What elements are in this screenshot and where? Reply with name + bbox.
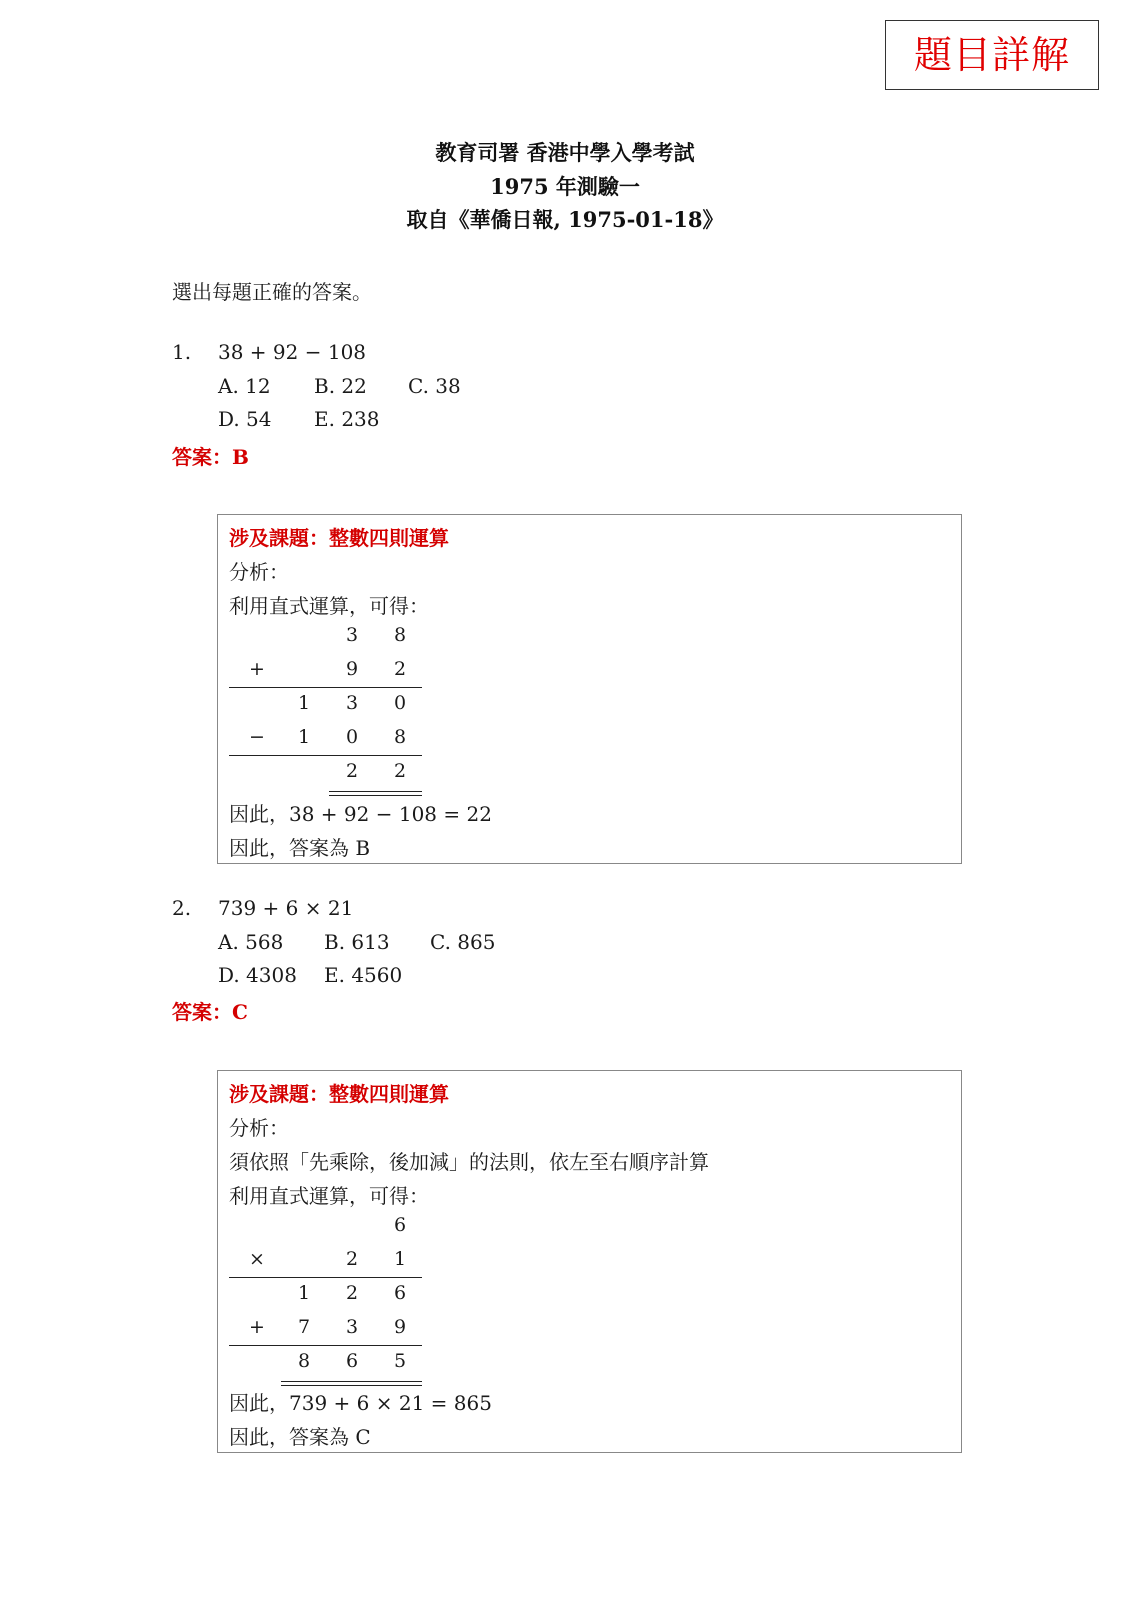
- analysis-label: 分析：: [229, 1116, 289, 1140]
- calc-cell: 5: [393, 1350, 407, 1372]
- method-text: 利用直式運算，可得：: [229, 1184, 429, 1208]
- option-c: C. 38: [408, 374, 461, 398]
- exam-source: 取自《華僑日報, 1975-01-18》: [406, 207, 724, 232]
- calc-cell: 2: [345, 1248, 359, 1270]
- solution-box-2: [217, 1070, 962, 1453]
- option-b: B. 613: [324, 930, 390, 954]
- answer-letter: B: [232, 445, 249, 469]
- calc-cell: 6: [345, 1350, 359, 1372]
- question-expression: 38 + 92 − 108: [218, 340, 367, 364]
- option-a: A. 568: [218, 930, 284, 954]
- calc-cell: 8: [393, 726, 407, 748]
- topic-label: 涉及課題：整數四則運算: [229, 1082, 449, 1106]
- answer-letter: C: [232, 1000, 248, 1024]
- exam-title: 教育司署 香港中學入學考試: [435, 140, 695, 165]
- document-header: [0, 136, 1130, 237]
- calc-cell: 3: [345, 692, 359, 714]
- analysis-label: 分析：: [229, 560, 289, 584]
- calc-cell: 9: [393, 1316, 407, 1338]
- calc-rule: [229, 1277, 422, 1278]
- answer-label: 答案：: [172, 445, 232, 469]
- answer-2: [172, 996, 248, 1025]
- calc-cell: 1: [297, 1282, 311, 1304]
- method-text: 利用直式運算，可得：: [229, 594, 429, 618]
- topic-label: 涉及課題：整數四則運算: [229, 526, 449, 550]
- answer-1: [172, 441, 249, 470]
- option-d: D. 54: [218, 407, 272, 431]
- calc-rule: [229, 687, 422, 688]
- calc-cell: 0: [345, 726, 359, 748]
- conclusion-answer: 因此，答案為 B: [229, 836, 371, 860]
- calc-cell: 8: [297, 1350, 311, 1372]
- conclusion-answer: 因此，答案為 C: [229, 1425, 371, 1449]
- calc-cell: −: [249, 726, 265, 748]
- question-expression: 739 + 6 × 21: [218, 896, 354, 920]
- question-number: 1.: [172, 340, 192, 364]
- calc-cell: 3: [345, 1316, 359, 1338]
- calc-cell: 1: [297, 726, 311, 748]
- calc-cell: 8: [393, 624, 407, 646]
- calc-rule: [229, 755, 422, 756]
- calc-cell: 1: [393, 1248, 407, 1270]
- instruction-text: 選出每題正確的答案。: [172, 280, 372, 304]
- calc-double-rule: [329, 791, 422, 796]
- calc-cell: 6: [393, 1214, 407, 1236]
- conclusion-equation: 因此，739 + 6 × 21 = 865: [229, 1391, 492, 1415]
- calc-cell: 2: [393, 658, 407, 680]
- calc-cell: 0: [393, 692, 407, 714]
- calc-rule: [229, 1345, 422, 1346]
- calc-cell: ×: [249, 1248, 265, 1270]
- conclusion-equation: 因此，38 + 92 − 108 = 22: [229, 802, 492, 826]
- option-d: D. 4308: [218, 963, 297, 987]
- calc-cell: 1: [297, 692, 311, 714]
- rule-text: 須依照「先乘除，後加減」的法則，依左至右順序計算: [229, 1150, 709, 1174]
- calc-cell: +: [249, 658, 265, 680]
- calc-cell: 2: [345, 760, 359, 782]
- exam-year: 1975 年測驗一: [490, 173, 640, 199]
- calc-cell: +: [249, 1316, 265, 1338]
- option-b: B. 22: [314, 374, 367, 398]
- solution-badge: 題目詳解: [885, 20, 1099, 90]
- option-e: E. 4560: [324, 963, 403, 987]
- calc-cell: 6: [393, 1282, 407, 1304]
- calc-cell: 7: [297, 1316, 311, 1338]
- calc-cell: 2: [345, 1282, 359, 1304]
- solution-box-1: [217, 514, 962, 864]
- question-number: 2.: [172, 896, 192, 920]
- option-e: E. 238: [314, 407, 380, 431]
- calc-cell: 9: [345, 658, 359, 680]
- answer-label: 答案：: [172, 1000, 232, 1024]
- option-c: C. 865: [430, 930, 496, 954]
- calc-double-rule: [281, 1381, 422, 1386]
- option-a: A. 12: [218, 374, 271, 398]
- calc-cell: 2: [393, 760, 407, 782]
- calc-cell: 3: [345, 624, 359, 646]
